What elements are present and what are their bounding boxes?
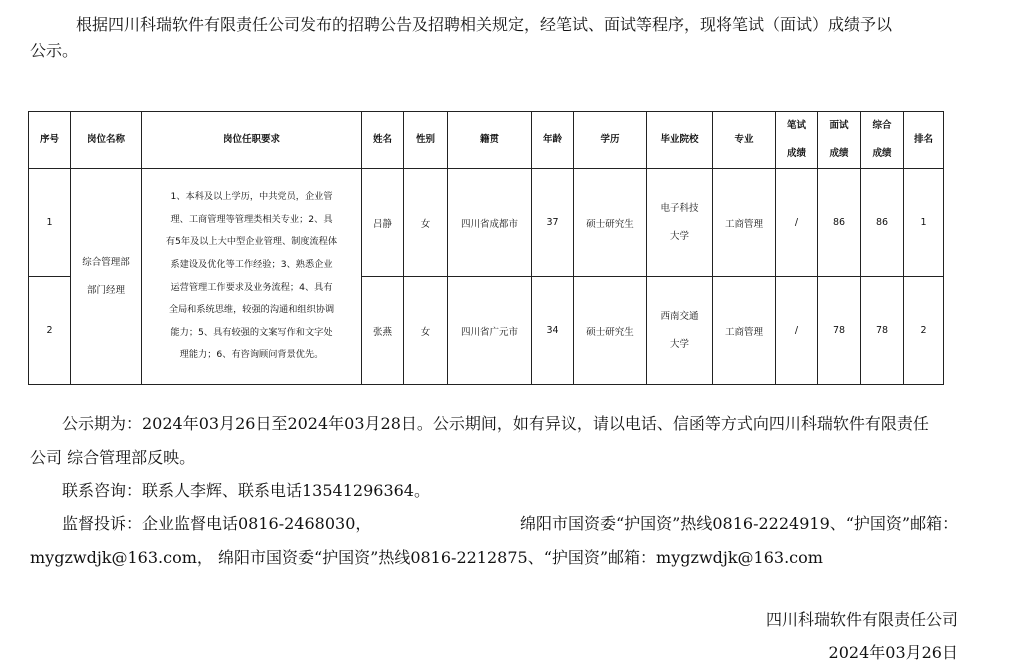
notice-supervision <box>30 507 960 575</box>
cell-total-score: 86 <box>861 169 904 277</box>
school-line-2: 大学 <box>669 230 689 242</box>
school-line-1: 电子科技 <box>660 202 699 214</box>
cell-interview-score: 78 <box>818 277 861 385</box>
supervision-sasac-hotline: 绵阳市国资委“护国资”热线0816-2224919、“护国资”邮箱： <box>520 514 959 533</box>
cell-rank: 1 <box>904 169 944 277</box>
cell-origin: 四川省成都市 <box>448 169 532 277</box>
cell-education: 硕士研究生 <box>574 169 647 277</box>
cell-major: 工商管理 <box>713 277 776 385</box>
requirement-line: 全局和系统思维，较强的沟通和组织协调 <box>168 304 335 316</box>
requirement-line: 理、工商管理等管理类相关专业；2、具 <box>170 213 333 225</box>
requirement-line: 运营管理工作要求及业务流程；4、具有 <box>170 281 333 293</box>
header-age: 年龄 <box>532 112 574 169</box>
header-written-line-2: 成绩 <box>786 148 806 159</box>
header-school: 毕业院校 <box>647 112 713 169</box>
header-total-line-1: 综合 <box>872 120 892 131</box>
header-name: 姓名 <box>362 112 404 169</box>
signature-company: 四川科瑞软件有限责任公司 <box>765 610 958 629</box>
header-education: 学历 <box>574 112 647 169</box>
cell-written-score: / <box>776 169 818 277</box>
cell-gender: 女 <box>404 277 448 385</box>
cell-name: 吕静 <box>362 169 404 277</box>
requirement-line: 系建设及优化等工作经验；3、熟悉企业 <box>170 258 333 270</box>
cell-age: 34 <box>532 277 574 385</box>
header-gender: 性别 <box>404 112 448 169</box>
school-line-1: 西南交通 <box>660 310 699 322</box>
notice-supervision-line-1 <box>30 507 960 541</box>
cell-name: 张燕 <box>362 277 404 385</box>
header-seq: 序号 <box>29 112 71 169</box>
school-line-2: 大学 <box>669 338 689 350</box>
notice-supervision-line-2: mygzwdjk@163.com， 绵阳市国资委“护国资”热线0816-2212875、“护国资”邮箱：mygzwdjk@163.com <box>30 548 823 567</box>
requirement-line: 1、本科及以上学历，中共党员，企业管 <box>170 191 333 203</box>
requirement-line: 能力；5、具有较强的文案写作和文字处 <box>170 326 333 338</box>
notice-period <box>30 407 960 475</box>
cell-education: 硕士研究生 <box>574 277 647 385</box>
header-requirements: 岗位任职要求 <box>142 112 362 169</box>
cell-written-score: / <box>776 277 818 385</box>
signature-date: 2024年03月26日 <box>828 643 958 662</box>
header-major: 专业 <box>713 112 776 169</box>
header-interview-score <box>818 112 861 169</box>
notice-period-line-1: 公示期为：2024年03月26日至2024年03月28日。公示期间，如有异议，请以电话、信函等方式向四川科瑞软件有限责任 <box>62 414 929 433</box>
header-position: 岗位名称 <box>71 112 142 169</box>
header-written-score <box>776 112 818 169</box>
cell-school <box>647 169 713 277</box>
table-header-row <box>29 112 944 169</box>
cell-major: 工商管理 <box>713 169 776 277</box>
notice-period-line-2: 公司 综合管理部反映。 <box>30 448 196 467</box>
header-rank: 排名 <box>904 112 944 169</box>
header-total-line-2: 成绩 <box>872 148 892 159</box>
cell-gender: 女 <box>404 169 448 277</box>
intro-line-1: 根据四川科瑞软件有限责任公司发布的招聘公告及招聘相关规定，经笔试、面试等程序，现将笔试（面试）成绩予以 <box>76 15 893 34</box>
header-interview-line-1: 面试 <box>829 120 849 131</box>
cell-rank: 2 <box>904 277 944 385</box>
header-interview-line-2: 成绩 <box>829 148 849 159</box>
cell-school <box>647 277 713 385</box>
cell-seq: 2 <box>29 277 71 385</box>
intro-line-2: 公示。 <box>30 41 79 60</box>
notice-contact: 联系咨询：联系人李辉、联系电话13541296364。 <box>62 481 430 500</box>
supervision-enterprise-phone: 监督投诉：企业监督电话0816-2468030， <box>62 514 372 533</box>
cell-total-score: 78 <box>861 277 904 385</box>
cell-age: 37 <box>532 169 574 277</box>
cell-origin: 四川省广元市 <box>448 277 532 385</box>
header-written-line-1: 笔试 <box>786 120 806 131</box>
cell-position <box>71 169 142 385</box>
cell-interview-score: 86 <box>818 169 861 277</box>
header-origin: 籍贯 <box>448 112 532 169</box>
header-total-score <box>861 112 904 169</box>
results-table <box>28 111 944 385</box>
position-line-1: 综合管理部 <box>82 256 130 268</box>
requirement-line: 理能力；6、有咨询顾问背景优先。 <box>179 349 324 361</box>
cell-seq: 1 <box>29 169 71 277</box>
requirement-line: 有5年及以上大中型企业管理、制度流程体 <box>165 236 338 248</box>
intro-paragraph <box>30 12 960 64</box>
position-line-2: 部门经理 <box>86 284 125 296</box>
table-row <box>29 169 944 277</box>
cell-requirements <box>142 169 362 385</box>
